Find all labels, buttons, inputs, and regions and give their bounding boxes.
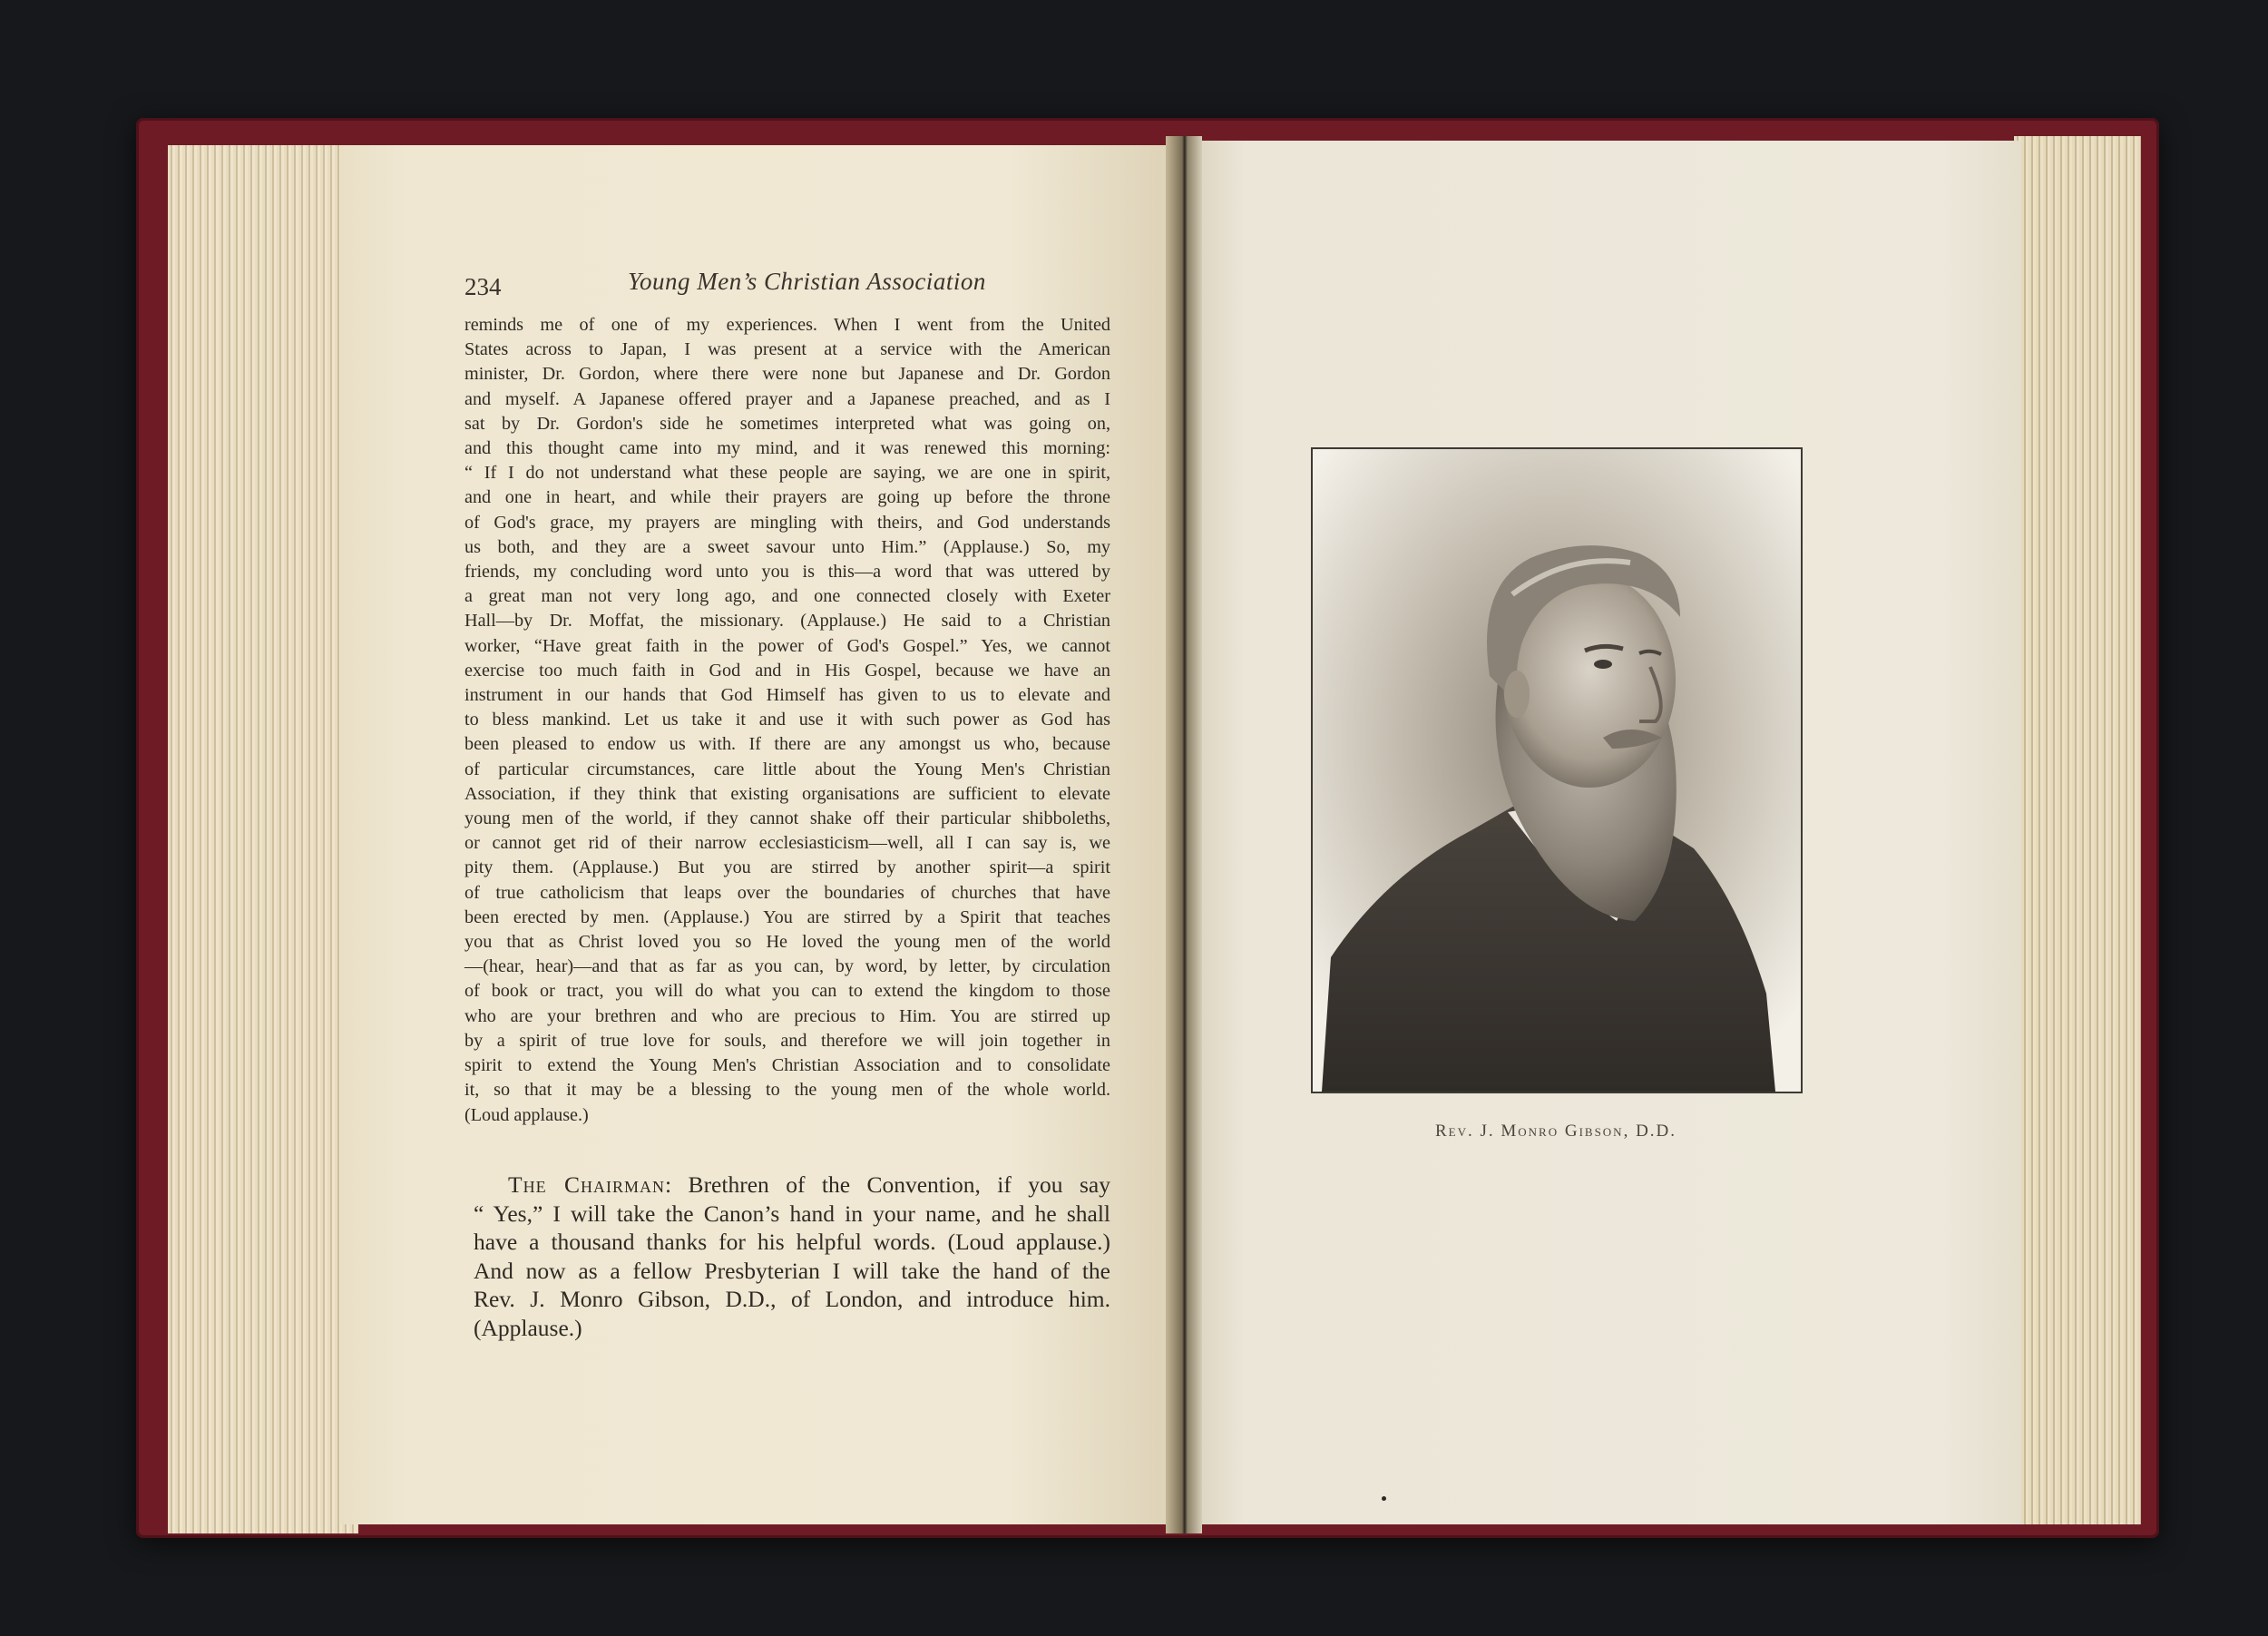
chairman-paragraph [474, 1171, 1110, 1342]
body-text-line: and one in heart, and while their prayers are going up before the throne [464, 487, 1110, 508]
chairman-line-text: : Brethren of the Convention, if you say [665, 1171, 1110, 1198]
body-text-line: “ If I do not understand what these people are saying, we are one in spirit, [464, 463, 1110, 484]
body-text-line: (Loud applause.) [464, 1104, 589, 1125]
body-text-line: you that as Christ loved you so He loved the young men of the world [464, 932, 1110, 953]
body-text-line: pity them. (Applause.) But you are stirred by another spirit—a spirit [464, 857, 1110, 878]
body-text-line: or cannot get rid of their narrow ecclesiasticism—well, all I can say is, we [464, 833, 1110, 854]
body-text-line: minister, Dr. Gordon, where there were none but Japanese and Dr. Gordon [464, 364, 1110, 385]
body-text-line: of God's grace, my prayers are mingling with theirs, and God understands [464, 512, 1110, 533]
body-text-line: a great man not very long ago, and one connected closely with Exeter [464, 586, 1110, 607]
portrait-image [1313, 449, 1801, 1092]
page-edges-left [168, 145, 358, 1533]
page-number: 234 [464, 273, 502, 300]
body-text-line: spirit to extend the Young Men's Christian Association and to consolidate [464, 1055, 1110, 1076]
body-text-line: to bless mankind. Let us take it and use it with such power as God has [464, 710, 1110, 730]
body-text-line: exercise too much faith in God and in His Gospel, because we have an [464, 660, 1110, 681]
chairman-line: Rev. J. Monro Gibson, D.D., of London, and introduce him. [474, 1286, 1110, 1312]
body-text-line: and this thought came into my mind, and it was renewed this morning: [464, 438, 1110, 459]
body-text-line: friends, my concluding word unto you is this—a word that was uttered by [464, 562, 1110, 583]
book-gutter [1166, 136, 1202, 1533]
body-text-line: sat by Dr. Gordon's side he sometimes interpreted what was going on, [464, 413, 1110, 434]
body-text-line: worker, “Have great faith in the power of God's Gospel.” Yes, we cannot [464, 635, 1110, 656]
running-head [464, 268, 1118, 308]
body-text-line: young men of the world, if they cannot shake off their particular shibboleths, [464, 808, 1110, 829]
body-text-line: by a spirit of true love for souls, and therefore we will join together in [464, 1030, 1110, 1051]
paper-speck [1382, 1496, 1386, 1501]
chairman-line [474, 1171, 1110, 1200]
body-text-line: us both, and they are a sweet savour unto Him.” (Applause.) So, my [464, 536, 1110, 557]
body-text-line: reminds me of one of my experiences. When I went from the United [464, 315, 1110, 335]
chairman-label: The Chairman [508, 1171, 666, 1198]
body-text-line: Association, if they think that existing organisations are sufficient to elevate [464, 783, 1110, 804]
portrait-caption: Rev. J. Monro Gibson, D.D. [1434, 1122, 1677, 1141]
body-text-line: and myself. A Japanese offered prayer and a Japanese preached, and as I [464, 388, 1110, 409]
body-text-line: instrument in our hands that God Himself has given to us to elevate and [464, 685, 1110, 706]
body-text-line: been pleased to endow us with. If there are any amongst us who, because [464, 734, 1110, 755]
running-head-title: Young Men’s Christian Association [628, 268, 986, 295]
chairman-line: have a thousand thanks for his helpful words. (Loud applause.) [474, 1229, 1110, 1255]
body-text-line: Hall—by Dr. Moffat, the missionary. (Applause.) He said to a Christian [464, 611, 1110, 632]
page-edges-right [2014, 136, 2141, 1524]
body-text-line: of particular circumstances, care little about the Young Men's Christian [464, 759, 1110, 779]
body-text-line: States across to Japan, I was present at a service with the American [464, 339, 1110, 360]
body-text-line: it, so that it may be a blessing to the young men of the whole world. [464, 1080, 1110, 1101]
chairman-line: (Applause.) [474, 1314, 582, 1341]
body-text-line: —(hear, hear)—and that as far as you can, by word, by letter, by circulation [464, 956, 1110, 977]
body-text-line: of true catholicism that leaps over the boundaries of churches that have [464, 882, 1110, 903]
chairman-line: And now as a fellow Presbyterian I will take the hand of the [474, 1257, 1110, 1284]
chairman-line: “ Yes,” I will take the Canon’s hand in your name, and he shall [474, 1200, 1110, 1227]
body-text-line: been erected by men. (Applause.) You are stirred by a Spirit that teaches [464, 906, 1110, 927]
body-text [464, 313, 1110, 1128]
body-text-line: of book or tract, you will do what you can to extend the kingdom to those [464, 981, 1110, 1002]
portrait-photograph [1311, 447, 1803, 1093]
body-text-line: who are your brethren and who are precious to Him. You are stirred up [464, 1005, 1110, 1026]
